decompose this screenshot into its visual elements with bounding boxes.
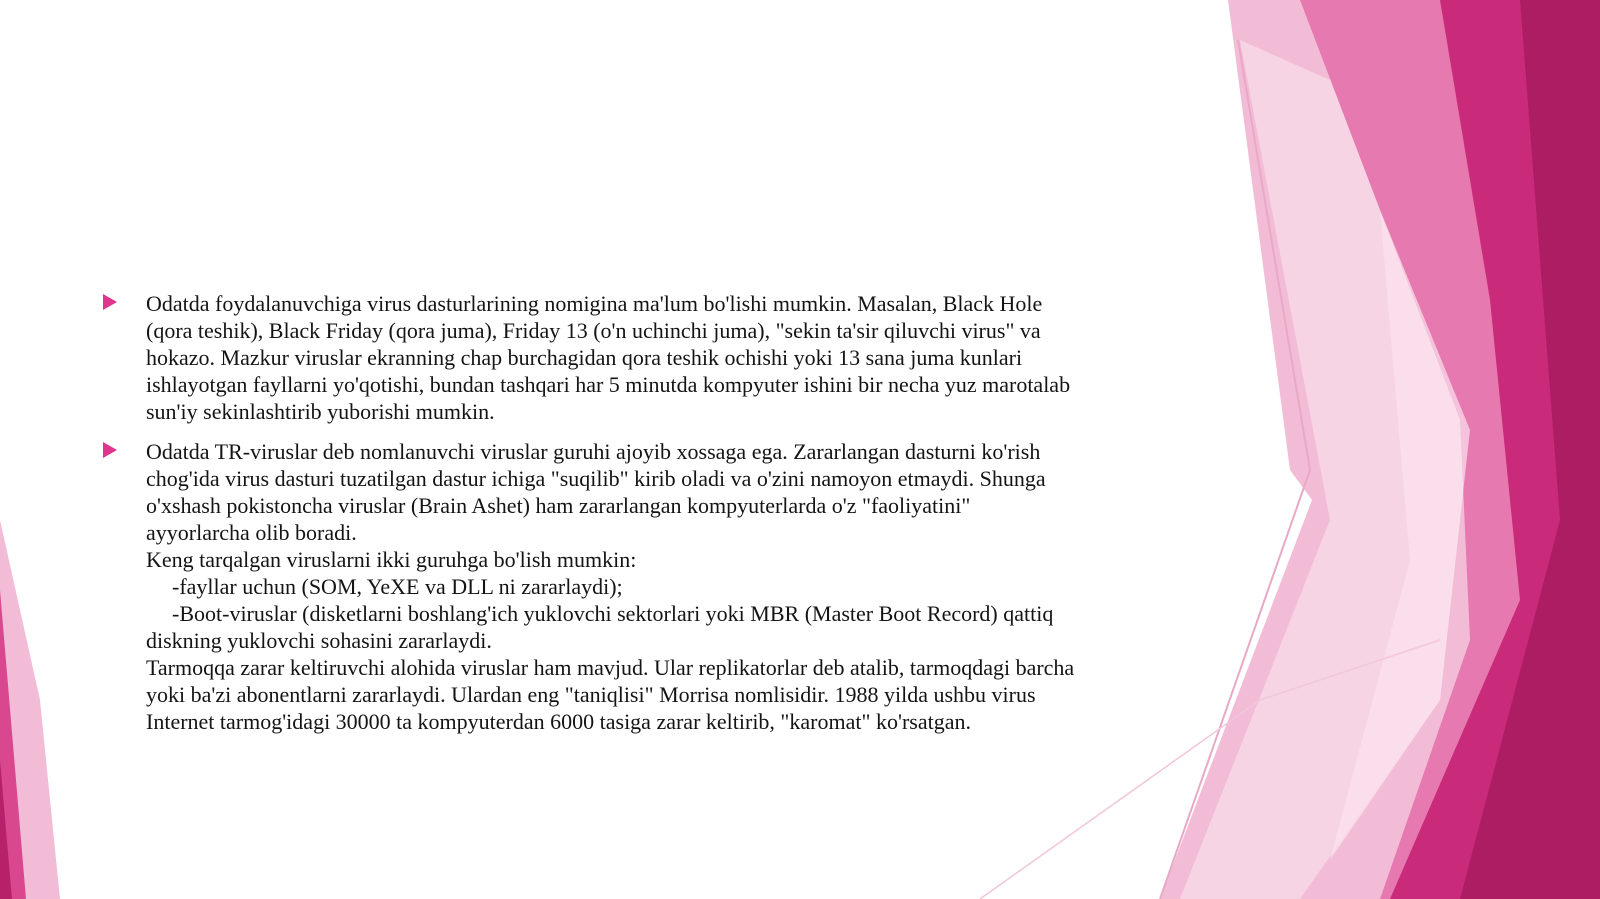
text-line: chog'ida virus dasturi tuzatilgan dastur ichiga "suqilib" kirib oladi va o'zini namoyon etmaydi. Shunga	[146, 466, 1046, 491]
text-line: Odatda foydalanuvchiga virus dasturlarining nomigina ma'lum bo'lishi mumkin. Masalan, Black Hole	[146, 291, 1043, 316]
text-line: Tarmoqqa zarar keltiruvchi alohida viruslar ham mavjud. Ular replikatorlar deb atalib, tarmoqdagi barcha	[146, 655, 1075, 680]
triangle-bullet-icon	[103, 442, 117, 458]
text-line: Keng tarqalgan viruslarni ikki guruhga bo'lish mumkin:	[146, 547, 637, 572]
text-line: -fayllar uchun (SOM, YeXE va DLL ni zararlaydi);	[172, 574, 623, 599]
text-line: hokazo. Mazkur viruslar ekranning chap burchagidan qora teshik ochishi yoki 13 sana juma kunlari	[146, 345, 1023, 370]
text-line: ishlayotgan fayllarni yo'qotishi, bundan tashqari har 5 minutda kompyuter ishini bir necha yuz marotalab	[146, 372, 1071, 397]
text-line: sun'iy sekinlashtirib yuborishi mumkin.	[146, 399, 495, 424]
text-line: diskning yuklovchi sohasini zararlaydi.	[146, 628, 492, 653]
text-line: -Boot-viruslar (disketlarni boshlang'ich yuklovchi sektorlari yoki MBR (Master Boot Record) qattiq	[172, 601, 1054, 626]
slide-content	[100, 290, 1210, 748]
bullet-item	[100, 290, 1210, 425]
triangle-bullet-icon	[103, 294, 117, 310]
text-line: (qora teshik), Black Friday (qora juma), Friday 13 (o'n uchinchi juma), "sekin ta'sir qiluvchi virus" va	[146, 318, 1041, 343]
bullet-item	[100, 438, 1210, 735]
text-line: yoki ba'zi abonentlarni zararlaydi. Ulardan eng "taniqlisi" Morrisa nomlisidir. 1988 yilda ushbu virus	[146, 682, 1036, 707]
text-line: Internet tarmog'idagi 30000 ta kompyuterdan 6000 tasiga zarar keltirib, "karomat" ko'rsatgan.	[146, 709, 971, 734]
text-line: Odatda TR-viruslar deb nomlanuvchi viruslar guruhi ajoyib xossaga ega. Zararlangan dasturni ko'rish	[146, 439, 1041, 464]
text-line: o'xshash pokistoncha viruslar (Brain Ashet) ham zararlangan kompyuterlarda o'z "faoliyatini"	[146, 493, 971, 518]
text-line: ayyorlarcha olib boradi.	[146, 520, 357, 545]
